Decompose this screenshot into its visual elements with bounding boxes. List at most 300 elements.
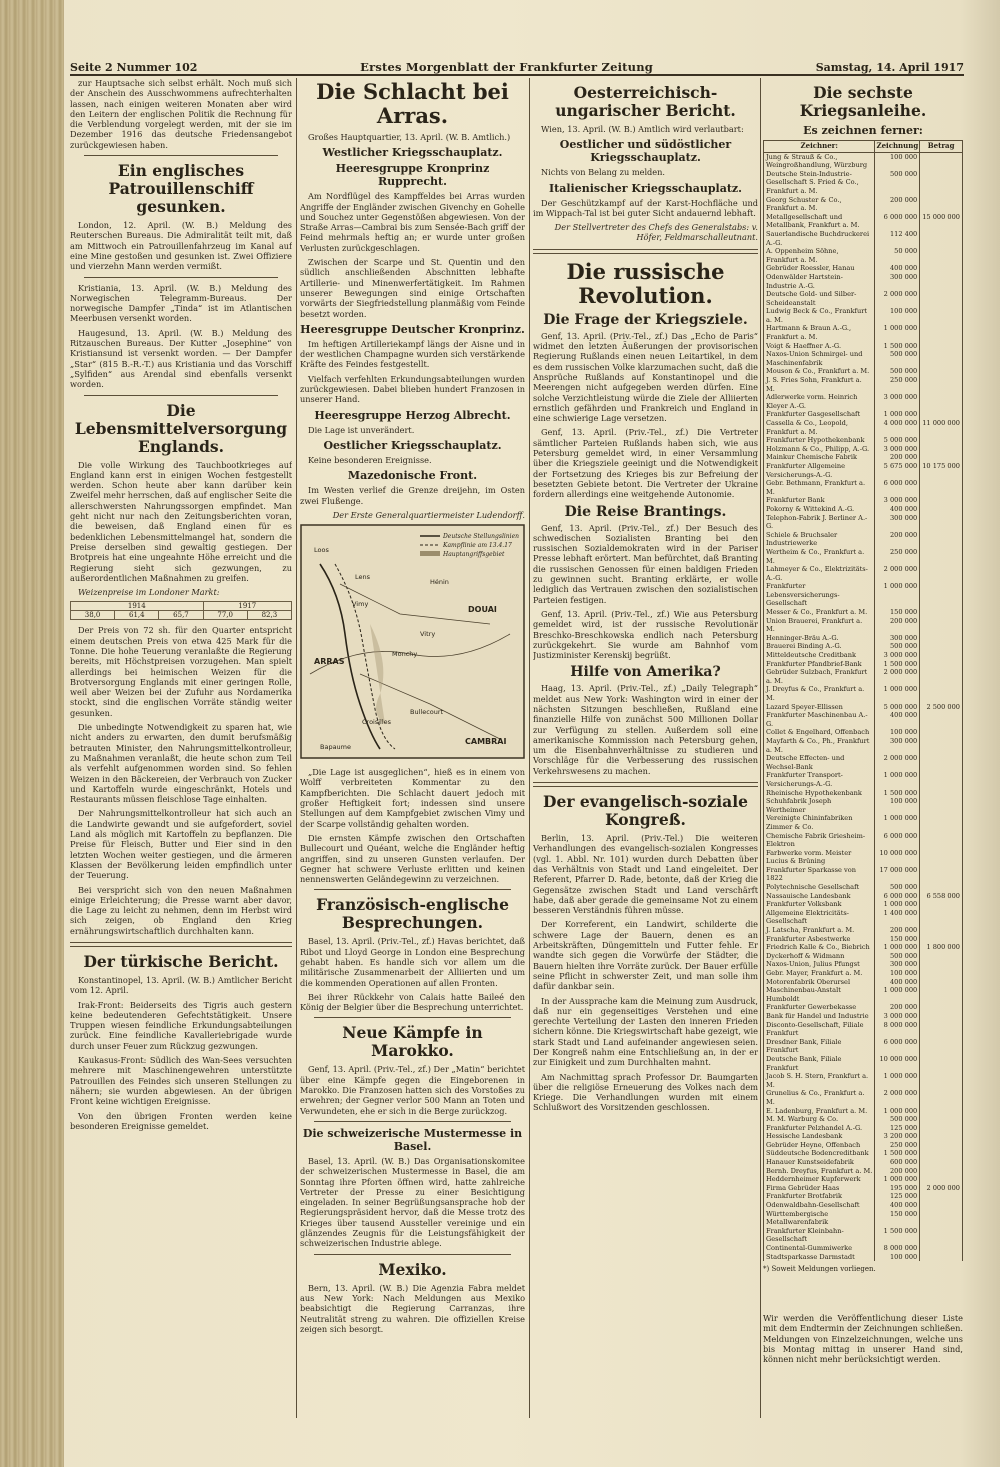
- table-row: [764, 617, 963, 634]
- subscriber-name: Heddernheimer Kupferwerk: [764, 1175, 875, 1184]
- subscription-total: [920, 479, 963, 496]
- subscription-total: [920, 445, 963, 454]
- subscription-amount: 100 000: [875, 797, 920, 814]
- table-row: [764, 376, 963, 393]
- subhead-italian-front: Italienischer Kriegsschauplatz.: [549, 181, 742, 195]
- article-text: Konstantinopel, 13. April. (W. B.) Amtlicher Bericht vom 12. April.: [70, 975, 292, 996]
- map-place-label: Vitry: [420, 630, 436, 639]
- subscriber-name: Georg Schuster & Co., Frankfurt a. M.: [764, 196, 875, 213]
- subscription-amount: 400 000: [875, 1201, 920, 1210]
- table-row: [764, 1175, 963, 1184]
- table-row: [764, 436, 963, 445]
- subscription-total: [920, 1124, 963, 1133]
- subscription-total: [920, 737, 963, 754]
- article-text: Keine besonderen Ereignisse.: [308, 454, 432, 465]
- article-text: Basel, 13. April. (W. B.) Das Organisationskomitee der schweizerischen Mustermesse in Basel, die am Sonntag ihre Pforten öffnen wird, hatte zahlreiche Vertreter der Presse zu einer Besichtigung eingeladen. In seiner Begrüßungsansprache hob der Regierungspräsident hervor, daß die Messe trotz des Krieges über tausend Aussteller vereinige und ein glänzendes Zeugnis für die Leistungsfähigkeit der schweizerischen Industrie ablege.: [300, 1155, 525, 1249]
- map-place-label: Bapaume: [320, 743, 352, 752]
- subscription-total: [920, 935, 963, 944]
- subscription-total: [920, 797, 963, 814]
- table-row: [764, 350, 963, 367]
- table-footnote: *) Soweit Meldungen vorliegen.: [763, 1265, 876, 1274]
- closing-notice: Wir werden die Veröffentlichung dieser Liste mit dem Endtermin der Zeichnungen schließen. Meldungen von Einzelzeichnungen, welche uns bis Montag mittag in unserer Hand sind, können nicht mehr berücksichtigt werden.: [763, 1313, 963, 1365]
- table-row: [764, 264, 963, 273]
- subscription-total: [920, 230, 963, 247]
- subscriber-name: Dresdner Bank, Filiale Frankfurt: [764, 1038, 875, 1055]
- article-text: Genf, 13. April. (Priv.-Tel., zf.) Das „Echo de Paris“ widmet den letzten Äußerungen der provisorischen Regierung Rußlands einen neuen Leitartikel, in dem es dem russischen Volke klarzumachen sucht, daß die Ansprüche Rußlands auf Konstantinopel und die Meerengen nicht aufgegeben werden dürfen. Eine solche Verzichtleistung würde die Ziele der Alliierten ernstlich gefährden und Frankreich und England in eine schwierige Lage versetzen.: [533, 330, 758, 424]
- article-text: zur Hauptsache sich selbst erhält. Noch muß sich der Anschein des Ausschwommens aufrechterhalten lassen, nach einigen weiteren Monaten aber wird den Leitern der englischen Politik die Rechnung für die Verblendung vorgelegt werden, mit der sie im Dezember 1916 das deutsche Friedensangebot zurückgewiesen haben.: [70, 78, 292, 150]
- subscription-total: 6 558 000: [920, 892, 963, 901]
- subscriber-name: Frankfurter Gasgesellschaft: [764, 410, 875, 419]
- subscriber-name: Polytechnische Gesellschaft: [764, 883, 875, 892]
- subscriber-name: Brauerei Binding A.-G.: [764, 642, 875, 651]
- article-text: Bei verspricht sich von den neuen Maßnahmen einige Erleichterung; die Presse warnt aber davor, die Lage zu leicht zu nehmen, denn im Herbst wird sich zeigen, ob England den Krieg ernährungswirtschaftlich durchhalten kann.: [70, 884, 292, 936]
- table-row: [764, 849, 963, 866]
- subscription-total: [920, 1003, 963, 1012]
- subscriber-name: Nassauische Landesbank: [764, 892, 875, 901]
- article-divider: [314, 1254, 511, 1255]
- table-row: [764, 196, 963, 213]
- table-row: [764, 230, 963, 247]
- subscriber-name: Hanauer Kunstseidefabrik: [764, 1158, 875, 1167]
- table-row: [764, 900, 963, 909]
- map-place-label: ARRAS: [314, 657, 345, 667]
- table-cell: 61,4: [115, 611, 159, 620]
- table-row: [764, 986, 963, 1003]
- subscriber-name: Cassella & Co., Leopold, Frankfurt a. M.: [764, 419, 875, 436]
- subscription-amount: 300 000: [875, 960, 920, 969]
- subscription-amount: 250 000: [875, 1141, 920, 1150]
- table-row: [764, 1201, 963, 1210]
- article-text: Der Geschützkampf auf der Karst-Hochfläche und im Wippach-Tal ist bei guter Sicht andauernd lebhaft.: [533, 197, 758, 218]
- table-row: [764, 307, 963, 324]
- subscription-total: [920, 496, 963, 505]
- article-text: Die ernsten Kämpfe zwischen den Ortschaften Bullecourt und Quéant, welche die Engländer heftig angriffen, sind zu unseren Gunsten verlaufen. Der Gegner hat schwere Verluste erlitten und keinen nennenswerten Geländegewinn zu verzeichnen.: [300, 832, 525, 885]
- subscriber-name: J. S. Fries Sohn, Frankfurt a. M.: [764, 376, 875, 393]
- table-row: [764, 1132, 963, 1141]
- subscriber-name: Frankfurter Lebensversicherungs-Gesellschaft: [764, 582, 875, 608]
- article-text: Basel, 13. April. (Priv.-Tel., zf.) Havas berichtet, daß Ribot und Lloyd George in London eine Besprechung gehabt haben. Es handle sich vor allem um die militärische Zusammenarbeit der Alliierten und um die kommenden Operationen auf allen Fronten.: [300, 936, 525, 988]
- subscription-amount: 2 000 000: [875, 290, 920, 307]
- subscription-amount: 2 000 000: [875, 565, 920, 582]
- subscription-total: [920, 1089, 963, 1106]
- subscription-amount: 50 000: [875, 247, 920, 264]
- battle-map: [300, 524, 525, 763]
- article-text: Der Nahrungsmittelkontrolleur hat sich auch an die Landwirte gewandt und sie aufgefordert, soviel Land als möglich mit Kartoffeln zu bepflanzen. Die Preise für Fleisch, Butter und Eier sind in den letzten Wochen weiter gestiegen, und die ärmeren Klassen der Bevölkerung leiden empfindlich unter der Teuerung.: [70, 808, 292, 881]
- signature: Der Erste Generalquartiermeister Ludendorff.: [332, 509, 525, 520]
- subscription-amount: 1 000 000: [875, 900, 920, 909]
- table-row: [764, 754, 963, 771]
- subscriber-name: Maschinenbau-Anstalt Humboldt: [764, 986, 875, 1003]
- table-row: [764, 1167, 963, 1176]
- subscription-amount: 1 000 000: [875, 685, 920, 702]
- article-text: In der Aussprache kam die Meinung zum Ausdruck, daß nur ein gegenseitiges Verstehen und eine gerechte Verteilung der Lasten den inneren Frieden sichern könne. Die Kriegswirtschaft habe gezeigt, wie stark Stadt und Land aufeinander angewiesen seien. Der Kongreß nahm eine Entschließung an, in der er zur Einigkeit und zum Durchhalten mahnt.: [533, 995, 758, 1068]
- table-caption: Weizenpreise im Londoner Markt:: [78, 587, 220, 598]
- subscriber-name: E. Ladenburg, Frankfurt a. M.: [764, 1107, 875, 1116]
- article-text: Irak-Front: Beiderseits des Tigris auch gestern keine bedeutenderen Gefechtstätigkeit. Unsere Truppen wiesen feindliche Erkundungsabteilungen zurück. Eine feindliche Kavalleriebrigade wurde durch unser Feuer zum Rückzug gezwungen.: [70, 999, 292, 1051]
- subscription-amount: 300 000: [875, 737, 920, 754]
- subscription-amount: 5 675 000: [875, 462, 920, 479]
- subscriber-name: Frankfurter Allgemeine Versicherungs-A.-G.: [764, 462, 875, 479]
- subscription-amount: 1 000 000: [875, 410, 920, 419]
- subscription-total: [920, 728, 963, 737]
- table-row: [764, 943, 963, 952]
- headline-franco-english: Französisch-englische Besprechungen.: [316, 895, 509, 933]
- subscription-amount: 195 000: [875, 1184, 920, 1193]
- article-divider: [70, 942, 292, 947]
- subscription-amount: 1 500 000: [875, 660, 920, 669]
- article-text: Zwischen der Scarpe und St. Quentin und den südlich anschließenden Abschnitten lebhafte Artillerie- und Minenwerfertätigkeit. Im Rahmen unserer Bewegungen sind einige Ortschaften vorwärts der Siegfriedstellung planmäßig vom Feinde besetzt worden.: [300, 257, 525, 319]
- subscriber-name: Frankfurter Pelzhandel A.-G.: [764, 1124, 875, 1133]
- battle-map-figure: [300, 524, 525, 759]
- article-text: Die unbedingte Notwendigkeit zu sparen hat, wie nicht anders zu erwarten, den dumit berufsmäßig betrauten Minister, den Nahrungsmittelkontrolleur, zu Maßnahmen veranlaßt, die heute schon zum Teil als verfehlt aufgenommen worden sind. So fehlen Weizen in den Bäckereien, der Verbrauch von Zucker und Kartoffeln wurde eingeschränkt, Hotels und Restaurants müssen fleischlose Tage einhalten.: [70, 722, 292, 805]
- table-row: [764, 737, 963, 754]
- subscription-total: [920, 376, 963, 393]
- subscription-amount: 1 000 000: [875, 943, 920, 952]
- subscription-amount: 500 000: [875, 350, 920, 367]
- column-3: [533, 78, 758, 1418]
- article-text: Haag, 13. April. (Priv.-Tel., zf.) „Daily Telegraph“ meldet aus New York: Washington wird in einer der nächsten Sitzungen beschließen, Rußland eine finanzielle Hilfe von zunächst 500 Millionen Dollar zur Verfügung zu stellen. Außerdem soll eine amerikanische Kommission nach Petersburg gehen, um die Eisenbahnverhältnisse zu studieren und Vorschläge für die Verbesserung des russischen Verkehrswesens zu machen.: [533, 683, 758, 776]
- subscription-amount: 6 000 000: [875, 213, 920, 230]
- subscription-total: [920, 832, 963, 849]
- table-row: [764, 1003, 963, 1012]
- article-divider: [533, 782, 758, 787]
- article-text: Der Preis von 72 sh. für den Quarter entspricht einem deutschen Preis von etwa 425 Mark für die Tonne. Die hohe Teuerung veranlaßte die Regierung bereits, mit Höchstpreisen vorzugehen. Man spielt allerdings bei heimischen Weizen für die Brotversorgung Englands mit einer geringen Rolle, weil aber Weizen bei der Zufuhr aus Nordamerika stockt, sind die englischen Vorräte ständig weiter gesunken.: [70, 625, 292, 718]
- subscriber-name: Wertheim & Co., Frankfurt a. M.: [764, 548, 875, 565]
- subscriber-name: Württembergische Metallwarenfabrik: [764, 1210, 875, 1227]
- subscription-amount: 4 000 000: [875, 419, 920, 436]
- article-text: Die volle Wirkung des Tauchbootkrieges auf England kann erst in einigen Wochen festgestellt werden. Schon heute aber kann darüber kein Zweifel mehr herrschen, daß auf englischer Seite die allerschwersten Nahrungssorgen empfindet. Man geht nicht nur nach den Zeitungsberichten voran, die beweisen, daß England einen für es bedenklichen Lebensmittelmangel hat, sondern die Preise derselben sind gewaltig gestiegen. Der Brotpreis hat eine ungeahnte Höhe erreicht und die Regierung sieht sich gezwungen, zu außerordentlichen Maßnahmen zu greifen.: [70, 459, 292, 583]
- subscription-total: [920, 608, 963, 617]
- subscriber-name: Mainkur Chemische Fabrik: [764, 453, 875, 462]
- table-cell: 82,3: [247, 611, 291, 620]
- table-row: [764, 531, 963, 548]
- subscription-total: [920, 668, 963, 685]
- table-row: [764, 608, 963, 617]
- subscriber-name: Frankfurter Hypothekenbank: [764, 436, 875, 445]
- table-row: [764, 642, 963, 651]
- article-text: Der Korreferent, ein Landwirt, schilderte die schwere Lage der Bauern, denen es an Arbeitskräften, Düngemitteln und Futter fehle. Er wandte sich gegen die Vorwürfe der Städter, die Bauern hielten ihre Vorräte zurück. Der Bauer erfülle seine Pflicht in schwerster Zeit, und man solle ihm dafür dankbar sein.: [533, 919, 758, 992]
- subscription-total: [920, 814, 963, 831]
- article-text: London, 12. April. (W. B.) Meldung des Reuterschen Bureaus. Die Admiralität teilt mit, daß am Mittwoch ein Patrouillenfahrzeug im Kanal auf eine Mine gestoßen und gesunken ist. Zwei Offiziere und vierzehn Mann werden vermißt.: [70, 220, 292, 272]
- table-row: [764, 1184, 963, 1193]
- table-row: [764, 711, 963, 728]
- subscriber-name: Metallgesellschaft und Metallbank, Frankfurt a. M.: [764, 213, 875, 230]
- subscriber-name: Hartmann & Braun A.-G., Frankfurt a. M.: [764, 324, 875, 341]
- subscription-amount: 6 000 000: [875, 479, 920, 496]
- article-divider: [84, 155, 278, 156]
- subscription-amount: 1 000 000: [875, 324, 920, 341]
- table-row: [764, 273, 963, 290]
- subhead-eastern-front: Oestlicher Kriegsschauplatz.: [323, 438, 502, 452]
- article-text: Bei ihrer Rückkehr von Calais hatte Baileé den König der Belgier über die Besprechung unterrichtet.: [300, 991, 525, 1013]
- subscriber-name: Deutsche Bank, Filiale Frankfurt: [764, 1055, 875, 1072]
- table-row: [764, 410, 963, 419]
- subscription-total: [920, 505, 963, 514]
- subscription-amount: 200 000: [875, 1003, 920, 1012]
- subscription-total: [920, 307, 963, 324]
- table-row: [764, 832, 963, 849]
- article-text: Genf, 13. April. (Priv.-Tel., zf.) Die Vertreter sämtlicher Parteien Rußlands haben sich, wie aus Petersburg gemeldet wird, in einer Versammlung über die Kriegsziele geeinigt und die Notwendigkeit der Fortsetzung des Krieges bis zur Befreiung der besetzten Gebiete betont. Die Vertreter der Ukraine fordern allerdings eine weitgehende Autonomie.: [533, 427, 758, 500]
- subscriber-name: Jacob S. H. Stern, Frankfurt a. M.: [764, 1072, 875, 1089]
- subscription-amount: 500 000: [875, 170, 920, 196]
- subscription-total: [920, 1244, 963, 1253]
- article-dateline: Großes Hauptquartier, 13. April. (W. B. Amtlich.): [308, 132, 511, 142]
- subscription-total: [920, 582, 963, 608]
- map-place-label: Hénin: [430, 578, 449, 587]
- subscription-amount: 200 000: [875, 531, 920, 548]
- article-text: Haugesund, 13. April. (W. B.) Meldung des Ritzauschen Bureaus. Der Kutter „Josephine“ von Kristiansund ist versenkt worden. — Der Dampfer „Star“ (815 B.-R.-T.) aus Kristiania und das Vorschiff „Sylfiden“ aus Arendal sind ebenfalls versenkt worden.: [70, 327, 292, 390]
- subscription-total: [920, 548, 963, 565]
- subscriber-name: Frankfurter Asbestwerke: [764, 935, 875, 944]
- subscriber-name: Stadtsparkasse Darmstadt: [764, 1253, 875, 1262]
- subscription-total: [920, 1201, 963, 1210]
- subscriber-name: Vereinigte Chininfabriken Zimmer & Co.: [764, 814, 875, 831]
- subscription-amount: 17 000 000: [875, 866, 920, 883]
- subscription-amount: 1 000 000: [875, 1072, 920, 1089]
- table-row: [764, 660, 963, 669]
- table-row: [764, 453, 963, 462]
- subscription-total: [920, 514, 963, 531]
- subscription-amount: 250 000: [875, 548, 920, 565]
- table-row: [764, 1244, 963, 1253]
- subscription-amount: 1 500 000: [875, 789, 920, 798]
- table-row: [764, 935, 963, 944]
- subscriber-name: Rheinische Hypothekenbank: [764, 789, 875, 798]
- subscription-total: [920, 565, 963, 582]
- table-header-cell: Betrag: [920, 141, 963, 153]
- subhead-eastern-front: Oestlicher und südöstlicher Kriegsschauplatz.: [559, 138, 732, 165]
- table-row: [764, 367, 963, 376]
- subscriber-name: Dyckerhoff & Widmann: [764, 952, 875, 961]
- column-rule: [296, 78, 297, 1418]
- subscriber-name: Adlerwerke vorm. Heinrich Kleyer A.-G.: [764, 393, 875, 410]
- subscriber-name: Gebrüder Heyne, Offenbach: [764, 1141, 875, 1150]
- subscriber-name: Union Brauerei, Frankfurt a. M.: [764, 617, 875, 634]
- subhead-branting-trip: Die Reise Brantings.: [564, 503, 727, 520]
- table-row: [764, 479, 963, 496]
- subscriber-name: Gebr. Mayer, Frankfurt a. M.: [764, 969, 875, 978]
- subscription-amount: 500 000: [875, 1115, 920, 1124]
- subscriber-name: Odenwaldbahn-Gesellschaft: [764, 1201, 875, 1210]
- subscriber-name: Allgemeine Elektricitäts-Gesellschaft: [764, 909, 875, 926]
- subscription-total: [920, 711, 963, 728]
- subscription-total: [920, 685, 963, 702]
- subscription-total: [920, 531, 963, 548]
- subhead-war-aims: Die Frage der Kriegsziele.: [543, 311, 748, 328]
- table-row: [764, 789, 963, 798]
- subscriber-name: Voigt & Haeffner A.-G.: [764, 342, 875, 351]
- subscription-amount: 3 000 000: [875, 1012, 920, 1021]
- subscriber-name: Mouson & Co., Frankfurt a. M.: [764, 367, 875, 376]
- subscription-total: [920, 367, 963, 376]
- subscription-total: [920, 264, 963, 273]
- subscriber-name: Chemische Fabrik Griesheim-Elektron: [764, 832, 875, 849]
- subscriber-name: Gebrüder Sulzbach, Frankfurt a. M.: [764, 668, 875, 685]
- subscriber-name: Messer & Co., Frankfurt a. M.: [764, 608, 875, 617]
- subscription-total: [920, 1192, 963, 1201]
- subscription-amount: 500 000: [875, 883, 920, 892]
- subscription-total: [920, 1038, 963, 1055]
- subscription-amount: 1 000 000: [875, 582, 920, 608]
- subscriber-name: Mayfarth & Co., Ph., Frankfurt a. M.: [764, 737, 875, 754]
- subscriber-name: M. M. Warburg & Co.: [764, 1115, 875, 1124]
- subscription-total: [920, 1149, 963, 1158]
- subscriber-name: Collet & Engelhard, Offenbach: [764, 728, 875, 737]
- war-loan-table: [763, 140, 963, 1261]
- subscription-amount: 3 000 000: [875, 393, 920, 410]
- subscription-total: 11 000 000: [920, 419, 963, 436]
- subscriber-name: Telephon-Fabrik J. Berliner A.-G.: [764, 514, 875, 531]
- table-header-cell: 1917: [203, 602, 291, 611]
- article-text: Die Lage ist unverändert.: [308, 424, 415, 435]
- article-text: Berlin, 13. April. (Priv.-Tel.) Die weiteren Verhandlungen des evangelisch-sozialen Kongresses (vgl. 1. Abbl. Nr. 101) wurden durch Debatten über das Verhältnis von Stadt und Land eingeleitet. Der Referent, Pfarrer D. Rade, betonte, daß der Krieg die Gegensätze zwischen Stadt und Land verschärft habe, daß aber gerade die gemeinsame Not zu einem besseren Verständnis führen müsse.: [533, 833, 758, 916]
- subscription-total: [920, 617, 963, 634]
- subscription-total: [920, 1158, 963, 1167]
- subscription-amount: 1 000 000: [875, 986, 920, 1003]
- subscriber-name: Naxos-Union Schmirgel- und Maschinenfabrik: [764, 350, 875, 367]
- table-row: [764, 892, 963, 901]
- subscription-total: [920, 393, 963, 410]
- header-date: Samstag, 14. April 1917: [815, 61, 964, 74]
- table-row: [764, 703, 963, 712]
- header-page-number: Seite 2 Nummer 102: [70, 61, 198, 74]
- table-row: [764, 152, 963, 170]
- subscriber-name: Lahmeyer & Co., Elektrizitäts-A.-G.: [764, 565, 875, 582]
- subscription-amount: 600 000: [875, 1158, 920, 1167]
- map-place-label: Bullecourt: [410, 708, 444, 717]
- binding-edge: [0, 0, 64, 1467]
- subscription-total: [920, 247, 963, 264]
- article-divider: [84, 277, 278, 278]
- table-row: [764, 960, 963, 969]
- article-divider: [533, 249, 758, 254]
- headline-battle-arras: Die Schlacht bei Arras.: [316, 79, 509, 128]
- subscription-amount: 100 000: [875, 969, 920, 978]
- subscriber-name: Bank für Handel und Industrie: [764, 1012, 875, 1021]
- column-rule: [760, 78, 761, 1418]
- subhead-macedonian-front: Mazedonische Front.: [347, 469, 478, 483]
- headline-patrol-ship: Ein englisches Patrouillenschiff gesunken.: [108, 161, 254, 217]
- subhead-army-group: Heeresgruppe Deutscher Kronprinz.: [300, 322, 525, 336]
- headline-russian-revolution: Die russische Revolution.: [566, 258, 725, 308]
- subscription-total: 2 500 000: [920, 703, 963, 712]
- subscriber-name: Deutsche Effecten- und Wechsel-Bank: [764, 754, 875, 771]
- subscription-amount: 400 000: [875, 711, 920, 728]
- table-header-cell: Zeichner:: [764, 141, 875, 153]
- subscription-total: [920, 350, 963, 367]
- subscription-amount: 400 000: [875, 505, 920, 514]
- subscription-amount: 1 500 000: [875, 1149, 920, 1158]
- subscription-amount: 10 000 000: [875, 849, 920, 866]
- headline-turkish-report: Der türkische Bericht.: [83, 952, 279, 971]
- subscription-total: [920, 1072, 963, 1089]
- table-row: [764, 213, 963, 230]
- subscriber-name: Naxos-Union, Julius Pfungst: [764, 960, 875, 969]
- subscription-amount: 1 500 000: [875, 1227, 920, 1244]
- table-row: [764, 170, 963, 196]
- subscription-total: [920, 866, 963, 883]
- subscription-total: [920, 196, 963, 213]
- map-place-label: Monchy: [392, 650, 418, 659]
- subscription-total: 15 000 000: [920, 213, 963, 230]
- subscriber-name: Frankfurter Sparkasse von 1822: [764, 866, 875, 883]
- subscriber-name: Grunelius & Co., Frankfurt a. M.: [764, 1089, 875, 1106]
- subscription-total: [920, 849, 963, 866]
- subscriber-name: Odenwälder Hartstein-Industrie A.-G.: [764, 273, 875, 290]
- subscription-amount: 500 000: [875, 367, 920, 376]
- header-masthead: Erstes Morgenblatt der Frankfurter Zeitung: [360, 60, 654, 74]
- subscription-amount: 200 000: [875, 1167, 920, 1176]
- subscription-amount: 3 000 000: [875, 651, 920, 660]
- map-place-label: Vimy: [352, 600, 369, 609]
- table-row: [764, 814, 963, 831]
- article-divider: [314, 1121, 511, 1122]
- subscription-amount: 10 000 000: [875, 1055, 920, 1072]
- subscription-total: [920, 952, 963, 961]
- map-frame: [301, 525, 524, 758]
- subscription-amount: 2 000 000: [875, 668, 920, 685]
- subhead-western-front: Westlicher Kriegsschauplatz.: [322, 146, 503, 160]
- subscription-amount: 400 000: [875, 264, 920, 273]
- subscription-amount: 6 000 000: [875, 892, 920, 901]
- subscription-amount: 125 000: [875, 1192, 920, 1201]
- subscription-total: [920, 1107, 963, 1116]
- table-row: [764, 866, 963, 883]
- subscriber-name: Schuhfabrik Joseph Wertheimer: [764, 797, 875, 814]
- table-row: [764, 1124, 963, 1133]
- headline-food-supply: Die Lebensmittelversorgung Englands.: [74, 400, 288, 456]
- subscription-total: [920, 436, 963, 445]
- subscription-total: [920, 1115, 963, 1124]
- table-row: [764, 1055, 963, 1072]
- subscription-amount: 1 000 000: [875, 771, 920, 788]
- legend-swatch-attack: [420, 551, 440, 556]
- subscription-amount: 2 000 000: [875, 1089, 920, 1106]
- subscriber-name: A. Oppenheim Söhne, Frankfurt a. M.: [764, 247, 875, 264]
- subhead-help-america: Hilfe von Amerika?: [570, 664, 721, 681]
- subscriber-name: Friedrich Kalle & Co., Biebrich: [764, 943, 875, 952]
- subscription-amount: 8 000 000: [875, 1021, 920, 1038]
- subhead-subscribers: Es zeichnen ferner:: [803, 124, 923, 137]
- article-text: Am Nachmittag sprach Professor Dr. Baumgarten über die religiöse Erneuerung des Volkes nach dem Kriege. Die Verhandlungen wurden mit einem Schlußwort des Vorsitzenden geschlossen.: [533, 1071, 758, 1113]
- subscription-total: [920, 986, 963, 1003]
- table-row: [764, 651, 963, 660]
- subscriber-name: Frankfurter Volksbank: [764, 900, 875, 909]
- table-row: [764, 1089, 963, 1106]
- subscription-total: [920, 978, 963, 987]
- subscriber-name: Continental-Gummiwerke: [764, 1244, 875, 1253]
- article-text: Kristiania, 13. April. (W. B.) Meldung des Norwegischen Telegramm-Bureaus. Der norwegische Dampfer „Tinda“ ist im Atlantischen Meerbusen versenkt worden.: [70, 282, 292, 324]
- article-divider: [314, 1017, 511, 1018]
- subscriber-name: Gebrüder Roessler, Hanau: [764, 264, 875, 273]
- subscription-total: [920, 1021, 963, 1038]
- column-2: [300, 78, 525, 1418]
- table-row: [764, 969, 963, 978]
- subscriber-name: Pokorny & Wittekind A.-G.: [764, 505, 875, 514]
- subscription-total: [920, 273, 963, 290]
- subscription-amount: 1 400 000: [875, 909, 920, 926]
- article-divider: [314, 889, 511, 890]
- subhead-army-group: Heeresgruppe Herzog Albrecht.: [314, 408, 511, 422]
- article-text: Von den übrigen Fronten werden keine besonderen Ereignisse gemeldet.: [70, 1110, 292, 1131]
- subscription-amount: 1 000 000: [875, 1175, 920, 1184]
- subscriber-name: Bernh. Dreyfus, Frankfurt a. M.: [764, 1167, 875, 1176]
- subscription-total: [920, 290, 963, 307]
- subscription-total: 10 175 000: [920, 462, 963, 479]
- subscription-total: [920, 453, 963, 462]
- subscriber-name: Sauerlandische Buchdruckerei A.-G.: [764, 230, 875, 247]
- subscription-total: [920, 642, 963, 651]
